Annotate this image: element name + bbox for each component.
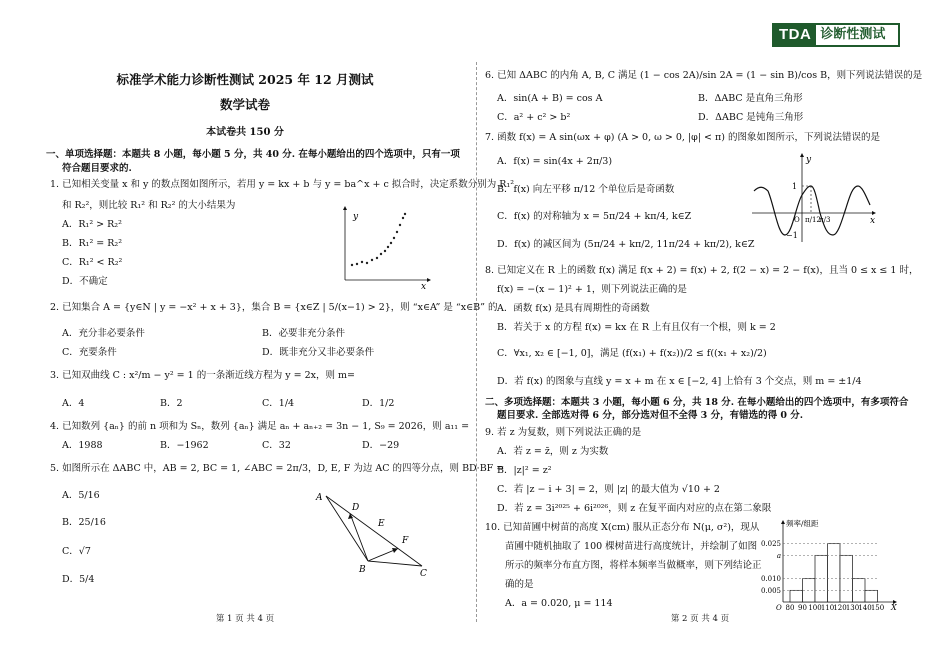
- scatter-point: [351, 264, 353, 266]
- hist-x-tick-label: 130: [845, 604, 860, 612]
- hist-bar-120-130: [840, 555, 853, 602]
- q4-option-a: A．1988: [62, 440, 103, 451]
- q10-option-a: A．a = 0.020, μ = 114: [505, 598, 613, 609]
- q5-option-a: A．5/16: [62, 490, 100, 501]
- q3-text: 3. 已知双曲线 C : x²/m − y² = 1 的一条渐近线方程为 y = 2x，则 m=: [50, 370, 356, 381]
- q4-text: 4. 已知数列 {aₙ} 的前 n 项和为 Sₙ，数列 {aₙ} 满足 aₙ + aₙ₊₂ = 3n − 1, S₉ = 2026，则 a₁₁ =: [50, 421, 470, 432]
- q10-text-line2: 苗圃中随机抽取了 100 棵树苗进行高度统计，并绘制了如图: [505, 541, 758, 552]
- q6-text: 6. 已知 ΔABC 的内角 A, B, C 满足 (1 − cos 2A)/sin 2A = (1 − sin B)/cos B，则下列说法错误的是: [485, 70, 923, 81]
- q6-option-b: B．ΔABC 是直角三角形: [698, 93, 803, 104]
- hist-y-tick-label: a: [776, 551, 781, 560]
- total-score: 本试卷共 150 分: [206, 127, 284, 138]
- sine-tick2-label: π/3: [819, 216, 831, 224]
- q2-option-d: D．既非充分又非必要条件: [262, 347, 375, 358]
- q9-option-a: A．若 z = z̄，则 z 为实数: [497, 446, 609, 457]
- q5-option-b: B．25/16: [62, 517, 106, 528]
- q7-option-b: B．f(x) 向左平移 π/12 个单位后是奇函数: [497, 184, 675, 195]
- column-divider: [476, 62, 477, 622]
- side-ac: [326, 496, 422, 566]
- hist-y-tick-label: 0.025: [760, 540, 781, 549]
- triangle-figure: [312, 488, 437, 580]
- section1-heading-cont: 符合题目要求的.: [62, 163, 132, 174]
- q1-option-c: C．R₁² < R₂²: [62, 257, 123, 268]
- hist-x-tick-label: 90: [798, 604, 807, 612]
- point-a-label: A: [316, 493, 323, 503]
- scatter-point: [396, 231, 398, 233]
- hist-y-tick-label: 0.005: [760, 586, 781, 595]
- scatter-plot-figure: [335, 205, 435, 290]
- q6-option-d: D．ΔABC 是钝角三角形: [698, 112, 804, 123]
- side-bc: [368, 561, 422, 566]
- q5-option-d: D．5/4: [62, 574, 95, 585]
- scatter-x-arrow: [427, 278, 431, 282]
- sine-y-arrow: [800, 153, 804, 157]
- page-footer-left: 第 1 页 共 4 页: [215, 614, 275, 624]
- sine-x-label: x: [870, 216, 876, 226]
- tda-logo: [772, 23, 900, 47]
- point-c-label: C: [420, 569, 427, 579]
- q8-text: 8. 已知定义在 R 上的函数 f(x) 满足 f(x + 2) = f(x) + 2, f(2 − x) = 2 − f(x)，且当 0 ≤ x ≤ 1 时，: [485, 265, 919, 276]
- scatter-point: [402, 217, 404, 219]
- point-f-label: F: [402, 536, 409, 546]
- q10-text: 10. 已知苗圃中树苗的高度 X(cm) 服从正态分布 N(μ, σ²)，现从: [485, 522, 760, 533]
- q5-text: 5. 如图所示在 ΔABC 中，AB = 2, BC = 1, ∠ABC = 2π/3，D, E, F 为边 AC 的四等分点，则 BD·BF =: [50, 463, 505, 474]
- scatter-point: [366, 262, 368, 264]
- q3-option-a: A．4: [62, 398, 85, 409]
- sine-x-arrow: [872, 211, 876, 215]
- q3-option-d: D．1/2: [362, 398, 395, 409]
- q9-option-d: D．若 z = 3i²⁰²⁵ + 6i²⁰²⁶，则 z 在复平面内对应的点在第二象限: [497, 503, 772, 514]
- q9-option-c: C．若 |z − i + 3| = 2，则 |z| 的最大值为 √10 + 2: [497, 484, 720, 495]
- q10-text-line4: 确的是: [505, 579, 534, 590]
- scatter-point: [393, 237, 395, 239]
- q1-text-cont: 和 R₂²，则比较 R₁² 和 R₂² 的大小结果为: [62, 200, 236, 211]
- point-b-label: B: [359, 565, 366, 575]
- sine-y-label: y: [806, 155, 812, 165]
- hist-y-tick-label: 0.010: [760, 575, 781, 584]
- q8-option-d: D．若 f(x) 的图象与直线 y = x + m 在 x ∈ [−2, 4] 上恰有 3 个交点，则 m = ±1/4: [497, 376, 862, 387]
- sine-neg-one-label: −1: [786, 231, 798, 240]
- q9-option-b: B．|z|² = z²: [497, 465, 552, 476]
- q4-option-c: C．32: [262, 440, 291, 451]
- hist-x-tick-label: 120: [833, 604, 847, 612]
- hist-x-label: X: [891, 603, 897, 612]
- scatter-point: [356, 263, 358, 265]
- scatter-x-label: x: [421, 282, 427, 290]
- page-footer-right: 第 2 页 共 4 页: [670, 614, 730, 624]
- hist-x-tick-label: 150: [870, 604, 885, 612]
- section1-heading: 一、单项选择题：本题共 8 小题，每小题 5 分，共 40 分. 在每小题给出的四个选项中，只有一项: [46, 149, 460, 160]
- histogram-chart: [748, 517, 900, 613]
- q1-option-d: D．不确定: [62, 276, 108, 287]
- hist-y-label: 频率/组距: [786, 519, 819, 528]
- q7-option-d: D．f(x) 的减区间为 (5π/24 + kπ/2, 11π/24 + kπ/2), k∈Z: [497, 239, 755, 250]
- q6-option-c: C．a² + c² > b²: [497, 112, 571, 123]
- q3-option-c: C．1/4: [262, 398, 295, 409]
- scatter-point: [371, 259, 373, 261]
- q4-option-b: B．−1962: [160, 440, 209, 451]
- q8-option-b: B．若关于 x 的方程 f(x) = kx 在 R 上有且仅有一个根，则 k = 2: [497, 322, 776, 333]
- hist-x-tick-label: 110: [820, 604, 835, 612]
- q8-option-a: A．函数 f(x) 是具有周期性的奇函数: [497, 303, 650, 314]
- q10-text-line3: 所示的频率分布直方图，将样本频率当做概率，则下列结论正: [505, 560, 762, 571]
- hist-bar-140-150: [865, 590, 878, 602]
- hist-x-tick-label: 80: [785, 604, 795, 612]
- q6-option-a: A．sin(A + B) = cos A: [497, 93, 603, 104]
- hist-bar-80-90: [790, 590, 803, 602]
- sine-curve: [754, 186, 870, 235]
- q7-option-c: C．f(x) 的对称轴为 x = 5π/24 + kπ/4, k∈Z: [497, 211, 692, 222]
- q2-text: 2. 已知集合 A = {y∈N | y = −x² + x + 3}，集合 B = {x∈Z | 5/(x−1) > 2}，则 “x∈A” 是 “x∈B” 的: [50, 302, 498, 313]
- section2-heading-cont: 题目要求. 全部选对得 6 分，部分选对但不全得 3 分，有错选的得 0 分.: [497, 410, 804, 421]
- scatter-point: [376, 257, 378, 259]
- sine-graph-figure: [750, 150, 880, 245]
- paper-subtitle: 数学试卷: [219, 97, 270, 112]
- hist-x-tick-label: 140: [858, 604, 872, 612]
- sine-tick1-label: π/12: [805, 216, 821, 224]
- q7-text: 7. 函数 f(x) = A sin(ωx + φ) (A > 0, ω > 0, |φ| < π) 的图象如图所示，下列说法错误的是: [485, 132, 880, 143]
- sine-origin-label: O: [794, 216, 800, 224]
- q1-option-a: A．R₁² > R₂²: [62, 219, 122, 230]
- scatter-point: [384, 250, 386, 252]
- q2-option-c: C．充要条件: [62, 347, 117, 358]
- point-d-label: D: [352, 503, 360, 513]
- logo-badge: TDA: [774, 25, 816, 45]
- scatter-point: [404, 213, 406, 215]
- scatter-point: [399, 224, 401, 226]
- point-e-label: E: [378, 519, 385, 529]
- sine-one-label: 1: [792, 182, 798, 191]
- q4-option-d: D．−29: [362, 440, 400, 451]
- side-ab: [326, 496, 368, 561]
- paper-title: 标准学术能力诊断性测试 2025 年 12 月测试: [116, 72, 374, 87]
- q5-option-c: C．√7: [62, 546, 91, 557]
- q7-option-a: A．f(x) = sin(4x + 2π/3): [497, 156, 613, 167]
- q1-text: 1. 已知相关变量 x 和 y 的数点图如图所示，若用 y = kx + b 与 y = ba^x + c 拟合时，决定系数分别为 R₁²: [50, 179, 515, 190]
- q9-text: 9. 若 z 为复数，则下列说法正确的是: [485, 427, 642, 438]
- section2-heading: 二、多项选择题：本题共 3 小题，每小题 6 分，共 18 分. 在每小题给出的四个选项中，有多项符合: [485, 397, 909, 408]
- q2-option-a: A．充分非必要条件: [62, 328, 145, 339]
- scatter-y-arrow: [343, 206, 347, 210]
- hist-origin-label: O: [776, 604, 782, 612]
- scatter-point: [387, 246, 389, 248]
- hist-y-arrow: [781, 520, 785, 524]
- hist-x-tick-label: 100: [808, 604, 822, 612]
- q1-option-b: B．R₁² = R₂²: [62, 238, 123, 249]
- scatter-y-label: y: [353, 212, 359, 222]
- q3-option-b: B．2: [160, 398, 183, 409]
- scatter-point: [380, 253, 382, 255]
- q8-text-cont: f(x) = −(x − 1)² + 1，则下列说法正确的是: [497, 284, 687, 295]
- hist-bar-110-120: [828, 544, 841, 602]
- q2-option-b: B．必要非充分条件: [262, 328, 345, 339]
- logo-label: 诊断性测试: [820, 26, 886, 42]
- scatter-point: [390, 242, 392, 244]
- q8-option-c: C．∀x₁, x₂ ∈ [−1, 0]，满足 (f(x₁) + f(x₂))/2 ≤ f((x₁ + x₂)/2): [497, 348, 767, 359]
- scatter-point: [361, 261, 363, 263]
- scatter-points: [351, 213, 406, 266]
